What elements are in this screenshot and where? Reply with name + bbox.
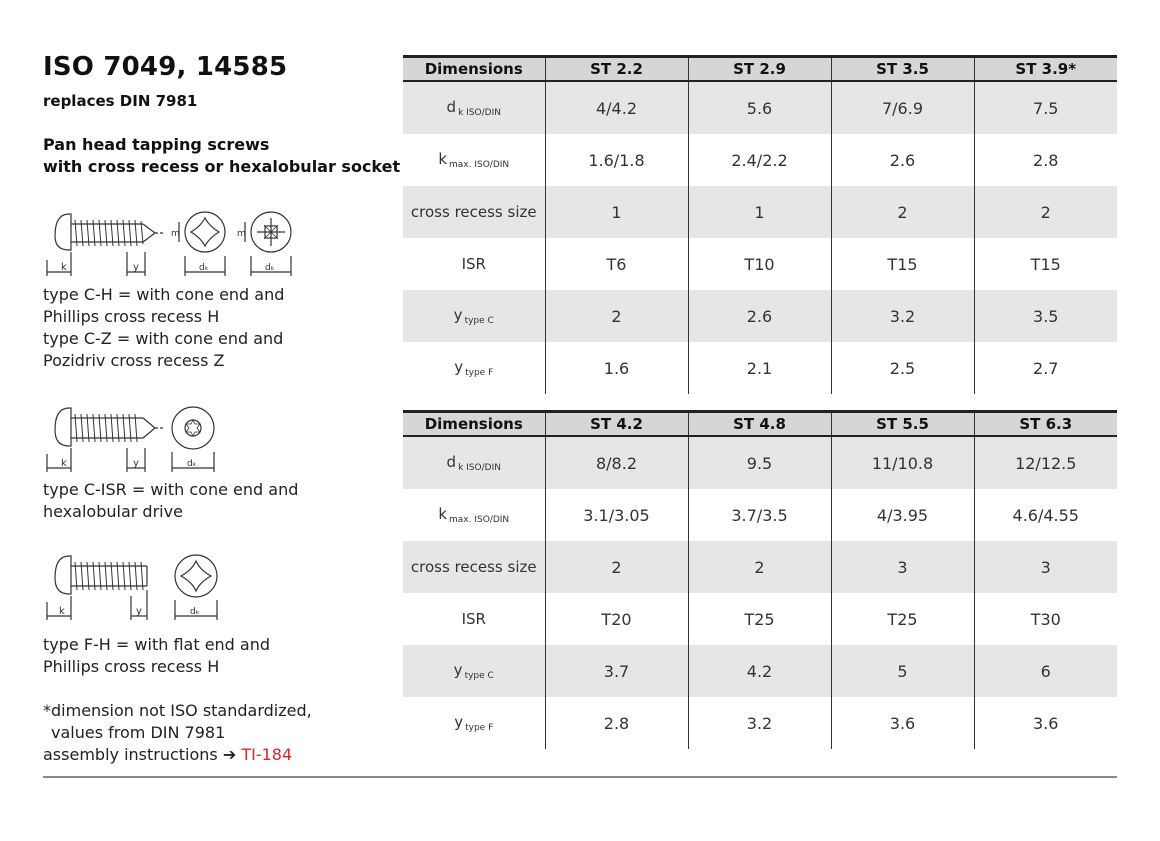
dimensions-table-2 <box>403 410 1117 749</box>
column-header: Dimensions <box>403 57 545 82</box>
table-cell: 3.7/3.5 <box>688 489 831 541</box>
table-cell: T20 <box>545 593 688 645</box>
table-cell: T15 <box>974 238 1117 290</box>
row-label <box>403 81 545 134</box>
table-row <box>403 134 1117 186</box>
row-label <box>403 290 545 342</box>
m-label: m <box>171 229 180 239</box>
ti-184-link[interactable]: TI-184 <box>241 745 293 764</box>
table-cell: 6 <box>974 645 1117 697</box>
table-row <box>403 436 1117 489</box>
footnote-text: assembly instructions ➔ <box>43 745 242 764</box>
table-cell: 2.8 <box>974 134 1117 186</box>
row-label-main: k <box>438 150 448 168</box>
type-line: type F-H = with flat end and <box>43 635 271 654</box>
product-description <box>43 134 400 178</box>
row-label-main: cross recess size <box>410 203 537 221</box>
row-label-main: d <box>446 98 457 116</box>
footnote-line <box>43 744 312 766</box>
y-label: y <box>133 262 139 273</box>
type-f-h-description <box>43 634 270 678</box>
type-line: Pozidriv cross recess Z <box>43 351 225 370</box>
row-label-subscript: type C <box>464 316 494 326</box>
y-label: y <box>136 606 142 617</box>
table-cell: 1.6 <box>545 342 688 394</box>
description-line: Pan head tapping screws <box>43 135 270 154</box>
row-label-main: ISR <box>461 610 486 628</box>
table-cell: 2 <box>545 541 688 593</box>
type-line: Phillips cross recess H <box>43 657 220 676</box>
dk-label: dₖ <box>190 607 200 617</box>
dk-label: dₖ <box>199 263 209 273</box>
page-title: ISO 7049, 14585 <box>43 52 288 82</box>
row-label <box>403 342 545 394</box>
table-row <box>403 489 1117 541</box>
table-cell: T30 <box>974 593 1117 645</box>
row-label-main: d <box>446 453 457 471</box>
row-label-subscript: type F <box>465 723 494 733</box>
table-cell: 3 <box>831 541 974 593</box>
table-cell: 1 <box>688 186 831 238</box>
dimensions-table-1 <box>403 55 1117 394</box>
table-cell: 3.5 <box>974 290 1117 342</box>
row-label-subscript: k ISO/DIN <box>458 463 501 473</box>
row-label-main: y <box>453 306 463 324</box>
table-cell: 4.6/4.55 <box>974 489 1117 541</box>
table-cell: 2.5 <box>831 342 974 394</box>
k-label: k <box>61 458 67 469</box>
table-row <box>403 697 1117 749</box>
table-cell: 5 <box>831 645 974 697</box>
table-cell: 2 <box>545 290 688 342</box>
table-cell: 8/8.2 <box>545 436 688 489</box>
row-label-subscript: max. ISO/DIN <box>449 515 510 525</box>
row-label <box>403 593 545 645</box>
row-label <box>403 186 545 238</box>
bottom-divider <box>43 776 1117 778</box>
type-line: type C-H = with cone end and <box>43 285 285 304</box>
table-cell: 2.1 <box>688 342 831 394</box>
row-label-subscript: type C <box>464 671 494 681</box>
table-cell: 12/12.5 <box>974 436 1117 489</box>
column-header: ST 3.5 <box>831 57 974 82</box>
k-label: k <box>59 606 65 617</box>
screw-figure-cone-cross <box>43 200 343 280</box>
table-row <box>403 186 1117 238</box>
table-cell: 1 <box>545 186 688 238</box>
table-cell: T25 <box>831 593 974 645</box>
screw-figure-cone-isr <box>43 396 343 476</box>
table-cell: 3.6 <box>831 697 974 749</box>
dk-label: dₖ <box>265 263 275 273</box>
table-cell: 4/3.95 <box>831 489 974 541</box>
row-label <box>403 238 545 290</box>
type-line: type C-ISR = with cone end and <box>43 480 299 499</box>
footnote-line <box>43 722 312 744</box>
table-cell: 5.6 <box>688 81 831 134</box>
table-cell: 2.6 <box>688 290 831 342</box>
row-label-subscript: type F <box>465 368 494 378</box>
type-c-h-description <box>43 284 284 372</box>
row-label-main: y <box>454 358 464 376</box>
row-label-subscript: max. ISO/DIN <box>449 160 510 170</box>
table-cell: 3.7 <box>545 645 688 697</box>
table-cell: T6 <box>545 238 688 290</box>
type-line: hexalobular drive <box>43 502 183 521</box>
table-row <box>403 290 1117 342</box>
table-row <box>403 593 1117 645</box>
footnote <box>43 700 312 766</box>
column-header: ST 6.3 <box>974 412 1117 437</box>
table-cell: 9.5 <box>688 436 831 489</box>
row-label-main: k <box>438 505 448 523</box>
table-cell: 2.8 <box>545 697 688 749</box>
k-label: k <box>61 262 67 273</box>
column-header: ST 2.2 <box>545 57 688 82</box>
table-cell: 2 <box>831 186 974 238</box>
column-header: Dimensions <box>403 412 545 437</box>
table-cell: 2 <box>688 541 831 593</box>
table-cell: 1.6/1.8 <box>545 134 688 186</box>
table-cell: 7.5 <box>974 81 1117 134</box>
type-c-isr-description <box>43 479 298 523</box>
row-label <box>403 541 545 593</box>
table-cell: 2.7 <box>974 342 1117 394</box>
table-row <box>403 541 1117 593</box>
type-line: type C-Z = with cone end and <box>43 329 284 348</box>
row-label <box>403 645 545 697</box>
column-header: ST 3.9* <box>974 57 1117 82</box>
footnote-text: values from DIN 7981 <box>51 723 226 742</box>
table-cell: 11/10.8 <box>831 436 974 489</box>
table-cell: 4.2 <box>688 645 831 697</box>
m-label: m <box>237 229 246 239</box>
footnote-line: *dimension not ISO standardized, <box>43 701 312 720</box>
dk-label: dₖ <box>187 459 197 469</box>
table-cell: 7/6.9 <box>831 81 974 134</box>
row-label <box>403 489 545 541</box>
table-cell: 2.6 <box>831 134 974 186</box>
table-cell: 3.2 <box>831 290 974 342</box>
table-cell: T10 <box>688 238 831 290</box>
row-label-main: y <box>453 661 463 679</box>
table-row <box>403 645 1117 697</box>
screw-figure-flat-cross <box>43 546 343 622</box>
column-header: ST 4.2 <box>545 412 688 437</box>
table-cell: 4/4.2 <box>545 81 688 134</box>
row-label <box>403 436 545 489</box>
table-cell: 3 <box>974 541 1117 593</box>
table-cell: 2 <box>974 186 1117 238</box>
description-line: with cross recess or hexalobular socket <box>43 157 401 176</box>
row-label-main: cross recess size <box>410 558 537 576</box>
table-cell: T25 <box>688 593 831 645</box>
row-label-main: y <box>454 713 464 731</box>
row-label-subscript: k ISO/DIN <box>458 108 501 118</box>
table-row <box>403 238 1117 290</box>
table-cell: 3.1/3.05 <box>545 489 688 541</box>
table-row <box>403 81 1117 134</box>
replaces-note: replaces DIN 7981 <box>43 92 198 110</box>
column-header: ST 2.9 <box>688 57 831 82</box>
row-label <box>403 134 545 186</box>
table-cell: 3.2 <box>688 697 831 749</box>
type-line: Phillips cross recess H <box>43 307 220 326</box>
column-header: ST 4.8 <box>688 412 831 437</box>
table-cell: 2.4/2.2 <box>688 134 831 186</box>
column-header: ST 5.5 <box>831 412 974 437</box>
y-label: y <box>133 458 139 469</box>
row-label-main: ISR <box>461 255 486 273</box>
table-row <box>403 342 1117 394</box>
table-cell: 3.6 <box>974 697 1117 749</box>
table-cell: T15 <box>831 238 974 290</box>
row-label <box>403 697 545 749</box>
